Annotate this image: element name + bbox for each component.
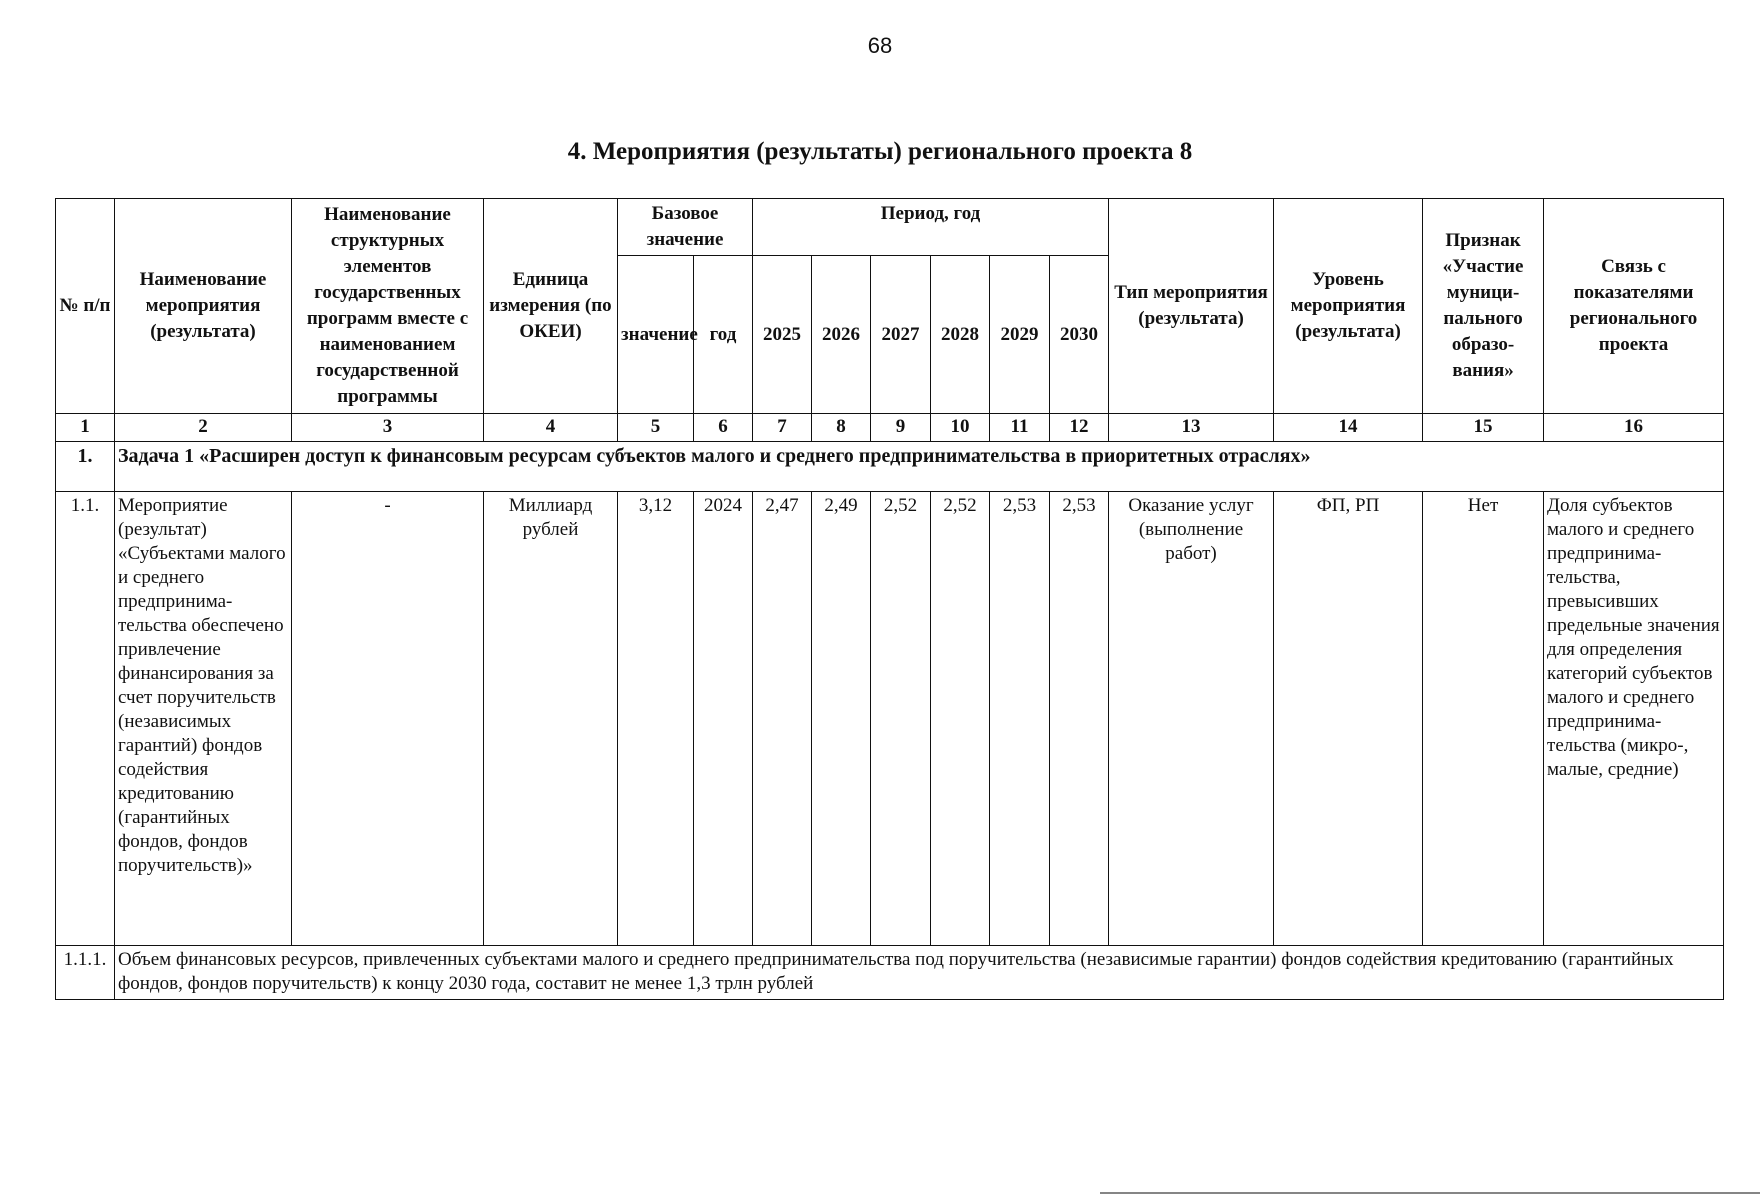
municipal-participation: Нет	[1423, 492, 1544, 946]
section-title: 4. Мероприятия (результаты) регионального проекта 8	[567, 138, 1193, 165]
header-level: Уровень мероприятия (результата)	[1274, 199, 1423, 414]
header-unit: Единица измерения (по ОКЕИ)	[484, 199, 618, 414]
header-year-2029: 2029	[990, 256, 1050, 414]
header-base-value: значение	[618, 256, 694, 414]
bottom-rule	[1100, 1192, 1760, 1194]
measure-level: ФП, РП	[1274, 492, 1423, 946]
header-links: Связь с показателями регионального проекта	[1544, 199, 1724, 414]
header-base: Базовое значение	[618, 199, 753, 256]
column-number: 3	[292, 414, 484, 442]
row-num: 1.1.	[56, 492, 115, 946]
page-number: 68	[867, 33, 893, 58]
value-2025: 2,47	[753, 492, 812, 946]
column-number: 9	[871, 414, 931, 442]
header-name: Наименование мероприятия (результата)	[115, 199, 292, 414]
column-number: 2	[115, 414, 292, 442]
subitem-num: 1.1.1.	[56, 946, 115, 1000]
header-year-2030: 2030	[1050, 256, 1109, 414]
value-2026: 2,49	[812, 492, 871, 946]
base-value: 3,12	[618, 492, 694, 946]
value-2028: 2,52	[931, 492, 990, 946]
unit-of-measure: Миллиард рублей	[484, 492, 618, 946]
task-text: Задача 1 «Расширен доступ к финансовым ресурсам субъектов малого и среднего предпринимательства в приоритетных отраслях»	[115, 442, 1724, 492]
header-year-2025: 2025	[753, 256, 812, 414]
column-number: 13	[1109, 414, 1274, 442]
value-2029: 2,53	[990, 492, 1050, 946]
header-num: № п/п	[56, 199, 115, 414]
column-number: 12	[1050, 414, 1109, 442]
header-base-year: год	[694, 256, 753, 414]
measures-table	[55, 198, 1724, 1000]
linked-indicators: Доля субъектов малого и среднего предпринима-тельства, превысивших предельные значения для определения категорий субъектов малого и среднего предпринима-тельства (микро-, малые, средние)	[1544, 492, 1724, 946]
column-number: 11	[990, 414, 1050, 442]
header-municipal: Признак «Участие муници-пального образо-вания»	[1423, 199, 1544, 414]
column-number: 15	[1423, 414, 1544, 442]
header-structural: Наименование структурных элементов государственных программ вместе с наименованием государственной программы	[292, 199, 484, 414]
header-year-2027: 2027	[871, 256, 931, 414]
column-number: 1	[56, 414, 115, 442]
column-number: 16	[1544, 414, 1724, 442]
header-year-2028: 2028	[931, 256, 990, 414]
task-num: 1.	[56, 442, 115, 492]
column-number: 14	[1274, 414, 1423, 442]
column-number: 10	[931, 414, 990, 442]
column-number: 5	[618, 414, 694, 442]
measure-type: Оказание услуг (выполнение работ)	[1109, 492, 1274, 946]
column-number: 8	[812, 414, 871, 442]
result-name: Мероприятие (результат) «Субъектами малого и среднего предпринима-тельства обеспечено привлечение финансирования за счет поручительств (независимых гарантий) фондов содействия кредитованию (гарантийных фондов, фондов поручительств)»	[115, 492, 292, 946]
column-number: 7	[753, 414, 812, 442]
column-number: 6	[694, 414, 753, 442]
header-period: Период, год	[753, 199, 1109, 256]
value-2027: 2,52	[871, 492, 931, 946]
header-type: Тип мероприятия (результата)	[1109, 199, 1274, 414]
structural-element: -	[292, 492, 484, 946]
column-number: 4	[484, 414, 618, 442]
value-2030: 2,53	[1050, 492, 1109, 946]
subitem-text: Объем финансовых ресурсов, привлеченных субъектами малого и среднего предпринимательства под поручительства (независимые гарантии) фондов содействия кредитованию (гарантийных фондов, фондов поручительств) к концу 2030 года, составит не менее 1,3 трлн рублей	[115, 946, 1724, 1000]
base-year: 2024	[694, 492, 753, 946]
header-year-2026: 2026	[812, 256, 871, 414]
